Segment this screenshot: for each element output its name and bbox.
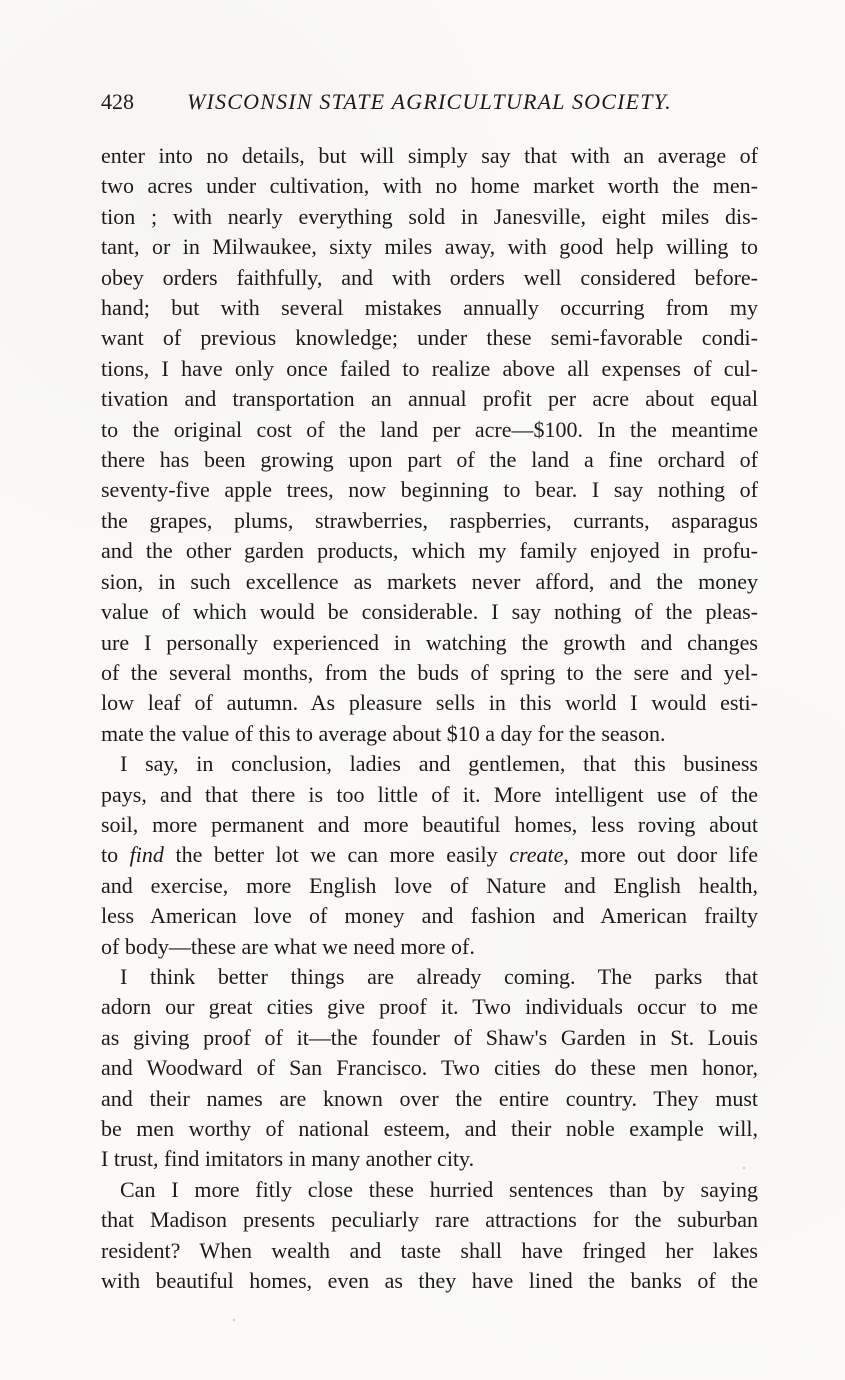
text-line: ure I personally experienced in watching the growth and changes [101, 629, 758, 655]
text-line: adorn our great cities give proof it. Two individuals occur to me [101, 994, 758, 1020]
italic-word-find: find [129, 842, 164, 868]
text-line: and exercise, more English love of Nature and English health, [101, 872, 758, 898]
text-fragment: , more out door life [563, 842, 758, 868]
text-line: to the original cost of the land per acre—$100. In the meantime [101, 416, 758, 442]
paragraph-4 [101, 1175, 758, 1297]
paper-speck [435, 100, 437, 102]
text-line: less American love of money and fashion and American frailty [101, 903, 758, 929]
text-fragment: to [101, 842, 130, 868]
text-line: of body—these are what we need more of. [101, 933, 475, 959]
text-line: the grapes, plums, strawberries, raspberries, currants, asparagus [101, 507, 758, 533]
text-line-with-italics [101, 840, 758, 870]
paragraph-2 [101, 749, 758, 962]
text-line: seventy-five apple trees, now beginning to bear. I say nothing of [101, 477, 758, 503]
text-line: mate the value of this to average about $10 a day for the season. [101, 720, 666, 746]
paragraph-3 [101, 962, 758, 1175]
text-line: there has been growing upon part of the land a fine orchard of [101, 447, 758, 473]
paper-speck [743, 1167, 745, 1169]
text-line: want of previous knowledge; under these semi-favorable condi- [101, 325, 758, 351]
text-line: and Woodward of San Francisco. Two cities do these men honor, [101, 1055, 758, 1081]
text-line: tivation and transportation an annual profit per acre about equal [101, 386, 758, 412]
text-line: sion, in such excellence as markets never afford, and the money [101, 568, 758, 594]
running-head: WISCONSIN STATE AGRICULTURAL SOCIETY. [187, 89, 672, 114]
page-number: 428 [101, 89, 134, 114]
text-line: obey orders faithfully, and with orders well considered before- [101, 264, 758, 290]
text-line: I say, in conclusion, ladies and gentlemen, that this business [120, 751, 758, 777]
text-line: of the several months, from the buds of spring to the sere and yel- [101, 659, 758, 685]
text-line: and their names are known over the entire country. They must [101, 1085, 758, 1111]
text-line: resident? When wealth and taste shall have fringed her lakes [101, 1237, 758, 1263]
page-header [101, 86, 761, 118]
text-line: low leaf of autumn. As pleasure sells in this world I would esti- [101, 690, 758, 716]
text-line: soil, more permanent and more beautiful homes, less roving about [101, 811, 758, 837]
paper-speck [233, 1319, 235, 1321]
main-text [101, 141, 758, 1296]
text-line: enter into no details, but will simply say that with an average of [101, 143, 758, 168]
text-line: with beautiful homes, even as they have lined the banks of the [101, 1268, 758, 1294]
text-line: value of which would be considerable. I say nothing of the pleas- [101, 599, 758, 625]
text-line: as giving proof of it—the founder of Shaw's Garden in St. Louis [101, 1024, 758, 1050]
text-line: tions, I have only once failed to realize above all expenses of cul- [101, 355, 758, 381]
text-line: I think better things are already coming. The parks that [120, 963, 758, 989]
text-line: tion ; with nearly everything sold in Janesville, eight miles dis- [101, 203, 758, 229]
text-line: and the other garden products, which my family enjoyed in profu- [101, 538, 758, 564]
text-line: I trust, find imitators in many another city. [101, 1146, 475, 1172]
text-fragment: the better lot we can more easily [163, 842, 510, 868]
text-line: tant, or in Milwaukee, sixty miles away, with good help willing to [101, 234, 758, 260]
italic-word-create: create [509, 842, 564, 868]
paragraph-1 [101, 141, 758, 749]
text-line: hand; but with several mistakes annually occurring from my [101, 295, 758, 321]
text-line: pays, and that there is too little of it. More intelligent use of the [101, 781, 758, 807]
text-line: Can I more fitly close these hurried sentences than by saying [120, 1176, 758, 1202]
text-line: that Madison presents peculiarly rare attractions for the suburban [101, 1207, 758, 1233]
text-line: be men worthy of national esteem, and their noble example will, [101, 1116, 758, 1141]
text-line: two acres under cultivation, with no home market worth the men- [101, 173, 758, 199]
